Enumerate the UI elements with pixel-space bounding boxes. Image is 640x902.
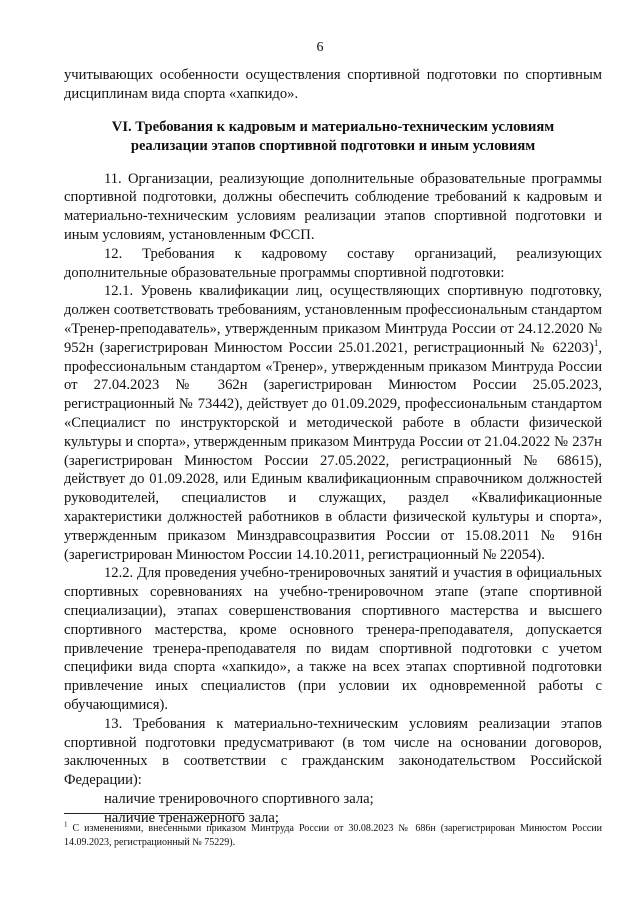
paragraph-11: 11. Организации, реализующие дополнительные образовательные программы спортивной подготовки, должны обеспечить соблюдение требований к кадровым и материально-техническим условиям реализации этапов спортивной подготовки и иным условиям, установленным ФССП.: [64, 170, 602, 243]
paragraph-12: 12. Требования к кадровому составу организаций, реализующих дополнительные образовательные программы спортивной подготовки:: [64, 245, 602, 281]
document-body: [64, 66, 602, 827]
paragraph-12-1: [64, 282, 602, 564]
section-heading: VI. Требования к кадровым и материально-техническим условиям реализации этапов спортивной подготовки и иным условиям: [111, 118, 555, 154]
footnote: [64, 822, 602, 850]
list-item: наличие тренажерного зала;: [104, 809, 279, 826]
paragraph-13: 13. Требования к материально-техническим условиям реализации этапов спортивной подготовки предусматривают (в том числе на основании договоров, заключенных в соответствии с гражданским законодательством Российской Федерации):: [64, 715, 602, 789]
footnote-mark: 1: [64, 820, 68, 829]
page-number: 6: [316, 40, 324, 55]
list-item: наличие тренировочного спортивного зала;: [104, 790, 374, 807]
footnote-reference[interactable]: 1: [593, 337, 599, 348]
intro-paragraph: учитывающих особенности осуществления спортивной подготовки по спортивным дисциплинам вида спорта «хапкидо».: [64, 67, 602, 102]
footnote-divider: [64, 813, 244, 814]
footnote-text: С изменениями, внесенными приказом Минтруда России от 30.08.2023 № 686н (зарегистрирован Минюстом России 14.09.2023, регистрационный № 75229).: [64, 823, 602, 848]
paragraph-12-2: 12.2. Для проведения учебно-тренировочных занятий и участия в официальных спортивных соревнованиях на учебно-тренировочном этапе (этапе спортивной специализации), этапах совершенствования спортивного мастерства и высшего спортивного мастерства, кроме основного тренера-преподавателя, допускается привлечение тренера-преподавателя по видам спортивной подготовки с учетом специфики вида спорта «хапкидо», а также на всех этапах спортивной подготовки привлечение иных специалистов (при условии их одновременной работы с обучающимися).: [64, 565, 602, 713]
paragraph-12-1-part-b: , профессиональным стандартом «Тренер», утвержденным приказом Минтруда России от 27.04.2023 № 362н (зарегистрирован Минюстом России 25.05.2023, регистрационный № 73442), действует до 01.09.2029, профессиональным стандартом «Специалист по инструкторской и методической работе в области физической культуры и спорта», утвержденным приказом Минтруда России от 21.04.2022 № 237н (зарегистрирован Минюстом России 27.05.2022, регистрационный № 68615), действует до 01.09.2028, или Единым квалификационным справочником должностей руководителей, специалистов и служащих, раздел «Квалификационные характеристики должностей работников в области физической культуры и спорта», утвержденным приказом Минздравсоцразвития России от 15.08.2011 № 916н (зарегистрирован Минюстом России 14.10.2011, регистрационный № 22054).: [64, 339, 602, 563]
paragraph-12-1-part-a: 12.1. Уровень квалификации лиц, осуществляющих спортивную подготовку, должен соответствовать требованиям, установленным профессиональным стандартом «Тренер-преподаватель», утвержденным приказом Минтруда России от 24.12.2020 № 952н (зарегистрирован Минюстом России 25.01.2021, регистрационный № 62203): [64, 283, 602, 356]
